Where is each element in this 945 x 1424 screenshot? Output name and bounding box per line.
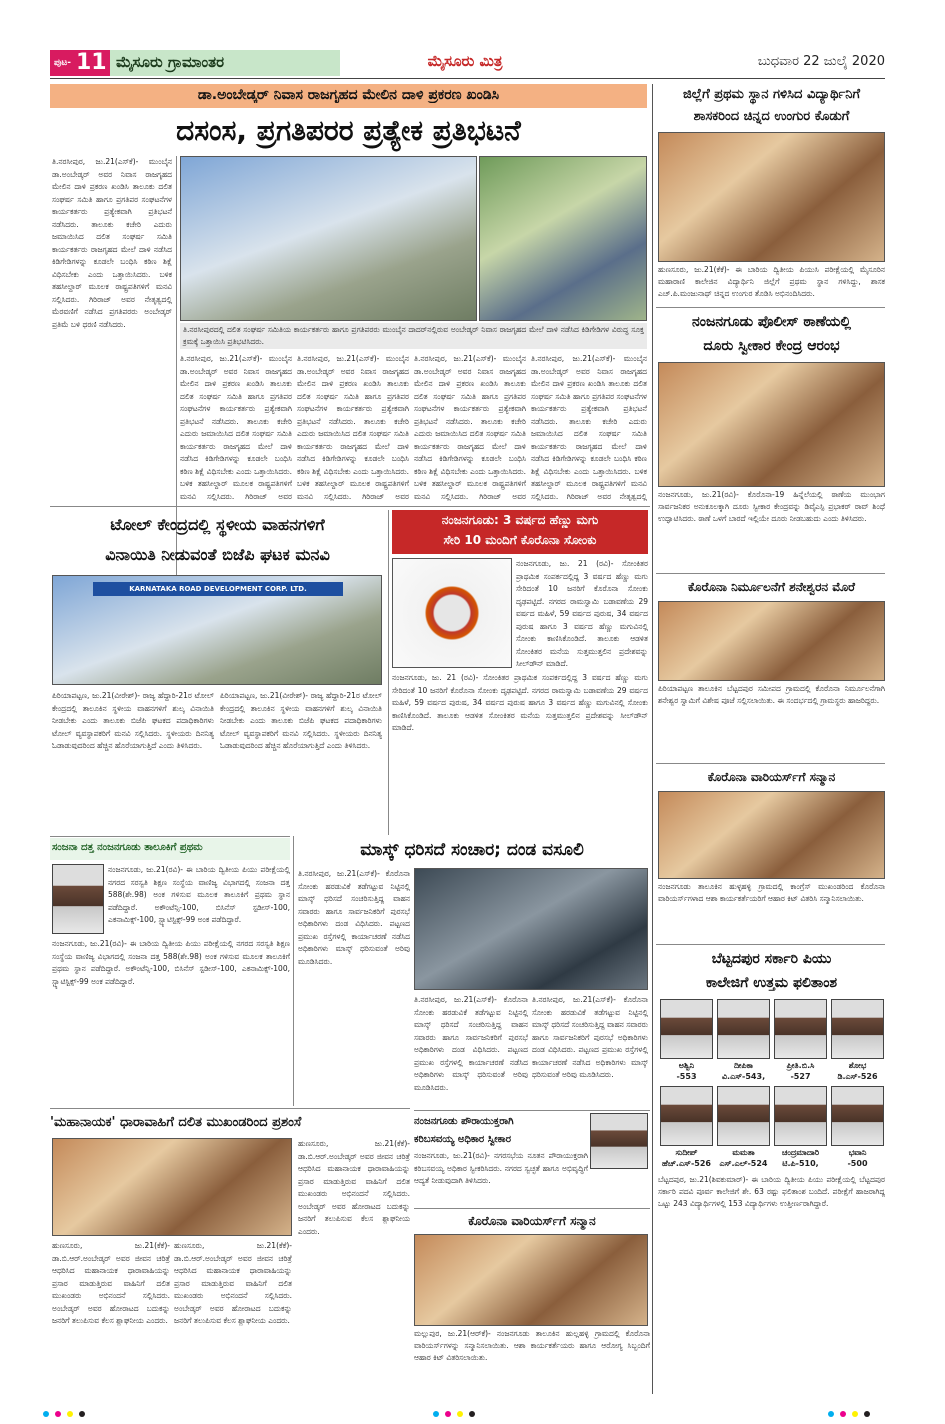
lead-body-cont-1: ತಿ.ನರಸೀಪುರ, ಜು.21(ಎಸ್‌ಕೆ)- ಮುಂಬೈನ ಡಾ.ಅಂಬೇಡ್ಕರ್ ಅವರ ನಿವಾಸ ರಾಜಗೃಹದ ಮೇಲಿನ ದಾಳಿ ಪ್ರಕರಣ ಖಂಡಿಸಿ ತಾಲೂಕು ದಲಿತ ಸಂಘರ್ಷ ಸಮಿತಿ ಹಾಗೂ ಪ್ರಗತಿಪರ ಸಂಘಟನೆಗಳ ಕಾರ್ಯಕರ್ತರು ಪ್ರತ್ಯೇಕವಾಗಿ ಪ್ರತಿಭಟನೆ ನಡೆಸಿದರು. ತಾಲೂಕು ಕಚೇರಿ ಎದುರು ಜಮಾಯಿಸಿದ ದಲಿತ ಸಂಘರ್ಷ ಸಮಿತಿ ಕಾರ್ಯಕರ್ತರು ರಾಜಗೃಹದ ಮೇಲೆ ದಾಳಿ ನಡೆಸಿದ ಕಿಡಿಗೇಡಿಗಳನ್ನು ಕೂಡಲೇ ಬಂಧಿಸಿ ಕಠಿಣ ಶಿಕ್ಷೆ ವಿಧಿಸಬೇಕು ಎಂದು ಒತ್ತಾಯಿಸಿದರು. ಬಳಿಕ ತಹಸೀಲ್ದಾರ್ ಮೂಲಕ ರಾಷ್ಟ್ರಪತಿಗಳಿಗೆ ಮನವಿ ಸಲ್ಲಿಸಿದರು. ಗಿರಿರಾಜ್ ಅವರ — [180, 354, 292, 501]
student-score-4: ಡಿ.ಎಸ್-526 — [837, 1072, 878, 1081]
warriors2-caption: ಮಲ್ಲುಪುರ, ಜು.21(ಆರ್‌ಕೆ)- ನಂಜನಗೂಡು ತಾಲೂಕಿನ ಹುಲ್ಲಹಳ್ಳಿ ಗ್ರಾಮದಲ್ಲಿ ಕೊರೊನಾ ವಾರಿಯರ್ಸ್‌ಗಳನ್ನು ಸನ್ಮಾನಿಸಲಾಯಿತು. ಆಶಾ ಕಾರ್ಯಕರ್ತೆಯರು ಹಾಗೂ ಆರೋಗ್ಯ ಸಿಬ್ಬಂದಿಗೆ ಆಹಾರ ಕಿಟ್ ವಿತರಿಸಲಾಯಿತು. — [414, 1329, 650, 1362]
student-score-3: -527 — [790, 1072, 811, 1081]
mahanayaka-rule — [50, 1108, 410, 1109]
registration-dots-center — [430, 1402, 510, 1412]
paura-headline-1: ನಂಜನಗೂಡು ಪೌರಾಯುಕ್ತರಾಗಿ — [414, 1116, 514, 1127]
toll-body: ಪಿರಿಯಾಪಟ್ಟಣ, ಜು.21(ವೀರೇಶ್)- ರಾಜ್ಯ ಹೆದ್ದಾರಿ-21ರ ಟೋಲ್ ಕೇಂದ್ರದಲ್ಲಿ ತಾಲೂಕಿನ ಸ್ಥಳೀಯ ವಾಹನಗಳಿಗೆ ಶುಲ್ಕ ವಿನಾಯಿತಿ ನೀಡಬೇಕು ಎಂದು ತಾಲೂಕು ಬಿಜೆಪಿ ಘಟಕದ ಪದಾಧಿಕಾರಿಗಳು ಟೋಲ್ ವ್ಯವಸ್ಥಾಪಕರಿಗೆ ಮನವಿ ಸಲ್ಲಿಸಿದರು. ಸ್ಥಳೀಯರು ದಿನನಿತ್ಯ ಓಡಾಡುವುದರಿಂದ ಹೆಚ್ಚಿನ ಹೊರೆಯಾಗುತ್ತಿದೆ ಎಂದು ತಿಳಿಸಿದರು. — [52, 691, 214, 750]
rc-rule-2 — [656, 573, 885, 574]
mask-body-cont-2: ತಿ.ನರಸೀಪುರ, ಜು.21(ಎಸ್‌ಕೆ)- ಕೊರೊನಾ ಸೋಂಕು ಹರಡುವಿಕೆ ತಡೆಗಟ್ಟುವ ನಿಟ್ಟಿನಲ್ಲಿ ಮಾಸ್ಕ್ ಧರಿಸದೆ ಸಂಚರಿಸುತ್ತಿದ್ದ ವಾಹನ ಸವಾರರು ಹಾಗೂ ಸಾರ್ವಜನಿಕರಿಗೆ ಪುರಸಭೆ ಅಧಿಕಾರಿಗಳು ದಂಡ ವಿಧಿಸಿದರು. ಪಟ್ಟಣದ ಪ್ರಮುಖ ರಸ್ತೆಗಳಲ್ಲಿ ಕಾರ್ಯಾಚರಣೆ ನಡೆಸಿದ ಅಧಿಕಾರಿಗಳು ಮಾಸ್ಕ್ ಧರಿಸುವಂತೆ ಅರಿವು ಮೂಡಿಸಿದರು. — [532, 995, 648, 1079]
toll-sign: KARNATAKA ROAD DEVELOPMENT CORP. LTD. — [93, 582, 343, 596]
toll-headline-1: ಟೋಲ್ ಕೇಂದ್ರದಲ್ಲಿ ಸ್ಥಳೀಯ ವಾಹನಗಳಿಗೆ — [110, 515, 325, 534]
lead-headline: ದಸಂಸ, ಪ್ರಗತಿಪರರ ಪ್ರತ್ಯೇಕ ಪ್ರತಿಭಟನೆ — [176, 114, 521, 147]
student-photo-3 — [774, 999, 827, 1059]
student-name-6: ಮಮತಾ — [732, 1148, 755, 1157]
page-header — [50, 50, 885, 76]
student-name-7: ಚಂದ್ರಮಾದಾರಿ — [781, 1148, 820, 1157]
corona-headline-1: ನಂಜನಗೂಡು: 3 ವರ್ಷದ ಹೆಣ್ಣು ಮಗು — [441, 513, 599, 527]
student-score-6: ಎಸ್.ಎಲ್-524 — [719, 1159, 768, 1168]
lead-body-cont-4: ತಿ.ನರಸೀಪುರ, ಜು.21(ಎಸ್‌ಕೆ)- ಮುಂಬೈನ ಡಾ.ಅಂಬೇಡ್ಕರ್ ಅವರ ನಿವಾಸ ರಾಜಗೃಹದ ಮೇಲಿನ ದಾಳಿ ಪ್ರಕರಣ ಖಂಡಿಸಿ ತಾಲೂಕು ದಲಿತ ಸಂಘರ್ಷ ಸಮಿತಿ ಹಾಗೂ ಪ್ರಗತಿಪರ ಸಂಘಟನೆಗಳ ಕಾರ್ಯಕರ್ತರು ಪ್ರತ್ಯೇಕವಾಗಿ ಪ್ರತಿಭಟನೆ ನಡೆಸಿದರು. ತಾಲೂಕು ಕಚೇರಿ ಎದುರು ಜಮಾಯಿಸಿದ ದಲಿತ ಸಂಘರ್ಷ ಸಮಿತಿ ಕಾರ್ಯಕರ್ತರು ರಾಜಗೃಹದ ಮೇಲೆ ದಾಳಿ ನಡೆಸಿದ ಕಿಡಿಗೇಡಿಗಳನ್ನು ಕೂಡಲೇ ಬಂಧಿಸಿ ಕಠಿಣ ಶಿಕ್ಷೆ ವಿಧಿಸಬೇಕು ಎಂದು ಒತ್ತಾಯಿಸಿದರು. ಬಳಿಕ ತಹಸೀಲ್ದಾರ್ ಮೂಲಕ ರಾಷ್ಟ್ರಪತಿಗಳಿಗೆ ಮನವಿ ಸಲ್ಲಿಸಿದರು. ಗಿರಿರಾಜ್ ಅವರ ನೇತೃತ್ವದಲ್ಲಿ — [531, 354, 647, 501]
mask-headline: ಮಾಸ್ಕ್ ಧರಿಸದೆ ಸಂಚಾರ; ದಂಡ ವಸೂಲಿ — [360, 840, 584, 860]
student-photo-4 — [831, 999, 884, 1059]
rc1-body: ಹುಣಸೂರು, ಜು.21(ಕೆಕೆ)- ಈ ಬಾರಿಯ ದ್ವಿತೀಯ ಪಿಯುಸಿ ಪರೀಕ್ಷೆಯಲ್ಲಿ ಮೈಸೂರಿನ ಮಹಾರಾಣಿ ಕಾಲೇಜಿನ ವಿದ್ಯಾರ್ಥಿನಿ ಜಿಲ್ಲೆಗೆ ಪ್ರಥಮ ಸ್ಥಾನ ಗಳಿಸಿದ್ದು, ಶಾಸಕ ಎಚ್.ಪಿ.ಮಂಜುನಾಥ್ ಚಿನ್ನದ ಉಂಗುರ ತೊಡಿಸಿ ಅಭಿನಂದಿಸಿದರು. — [658, 265, 885, 298]
corona-body-cont: ನಂಜನಗೂಡು, ಜು. 21 (ರವಿ)- ಸೋಂಕಿತರ ಪ್ರಾಥಮಿಕ ಸಂಪರ್ಕದಲ್ಲಿದ್ದ 3 ವರ್ಷದ ಹೆಣ್ಣು ಮಗು ಸೇರಿದಂತೆ 10 ಜನರಿಗೆ ಕೊರೊನಾ ಸೋಂಕು ದೃಢಪಟ್ಟಿದೆ. ನಗರದ ರಾಮಸ್ವಾಮಿ ಬಡಾವಣೆಯ 29 ವರ್ಷದ ಮಹಿಳೆ, 59 ವರ್ಷದ ಪುರುಷ, 34 ವರ್ಷದ ಪುರುಷ ಹಾಗೂ 3 ವರ್ಷದ ಹೆಣ್ಣು ಮಗುವಿನಲ್ಲಿ ಸೋಂಕು ಕಾಣಿಸಿಕೊಂಡಿದೆ. ತಾಲೂಕು ಆಡಳಿತ ಸೋಂಕಿತರ ಮನೆಯ ಸುತ್ತಮುತ್ತಲಿನ ಪ್ರದೇಶವನ್ನು ಸೀಲ್‌ಡೌನ್ ಮಾಡಿದೆ. — [392, 673, 648, 732]
registration-dots-right — [825, 1402, 905, 1412]
student-photo-7 — [774, 1086, 827, 1146]
student-name-4: ಶೋಭ — [848, 1061, 867, 1070]
lead-body-cont-3: ತಿ.ನರಸೀಪುರ, ಜು.21(ಎಸ್‌ಕೆ)- ಮುಂಬೈನ ಡಾ.ಅಂಬೇಡ್ಕರ್ ಅವರ ನಿವಾಸ ರಾಜಗೃಹದ ಮೇಲಿನ ದಾಳಿ ಪ್ರಕರಣ ಖಂಡಿಸಿ ತಾಲೂಕು ದಲಿತ ಸಂಘರ್ಷ ಸಮಿತಿ ಹಾಗೂ ಪ್ರಗತಿಪರ ಸಂಘಟನೆಗಳ ಕಾರ್ಯಕರ್ತರು ಪ್ರತ್ಯೇಕವಾಗಿ ಪ್ರತಿಭಟನೆ ನಡೆಸಿದರು. ತಾಲೂಕು ಕಚೇರಿ ಎದುರು ಜಮಾಯಿಸಿದ ದಲಿತ ಸಂಘರ್ಷ ಸಮಿತಿ ಕಾರ್ಯಕರ್ತರು ರಾಜಗೃಹದ ಮೇಲೆ ದಾಳಿ ನಡೆಸಿದ ಕಿಡಿಗೇಡಿಗಳನ್ನು ಕೂಡಲೇ ಬಂಧಿಸಿ ಕಠಿಣ ಶಿಕ್ಷೆ ವಿಧಿಸಬೇಕು ಎಂದು ಒತ್ತಾಯಿಸಿದರು. ಬಳಿಕ ತಹಸೀಲ್ದಾರ್ ಮೂಲಕ ರಾಷ್ಟ್ರಪತಿಗಳಿಗೆ ಮನವಿ ಸಲ್ಲಿಸಿದರು. ಗಿರಿರಾಜ್ ಅವರ — [414, 354, 526, 501]
student-name-2: ದೀಪಿಕಾ — [733, 1061, 754, 1070]
rc-rule-1 — [656, 307, 885, 308]
corona-headline-2: ಸೇರಿ 10 ಮಂದಿಗೆ ಕೊರೊನಾ ಸೋಂಕು — [443, 533, 597, 547]
section-title: ಮೈಸೂರು ಗ್ರಾಮಾಂತರ — [110, 50, 340, 76]
warriors2-rule — [414, 1208, 650, 1209]
mahanayaka-body-cont-1: ಹುಣಸೂರು, ಜು.21(ಕೆಕೆ)- ಡಾ.ಬಿ.ಆರ್.ಅಂಬೇಡ್ಕರ್ ಅವರ ಜೀವನ ಚರಿತ್ರೆ ಆಧರಿಸಿದ ಮಹಾನಾಯಕ ಧಾರಾವಾಹಿಯನ್ನು ಪ್ರಸಾರ ಮಾಡುತ್ತಿರುವ ವಾಹಿನಿಗೆ ದಲಿತ ಮುಖಂಡರು ಅಭಿನಂದನೆ ಸಲ್ಲಿಸಿದರು. ಅಂಬೇಡ್ಕರ್ ಅವರ ಹೋರಾಟದ ಬದುಕನ್ನು ಜನರಿಗೆ ತಲುಪಿಸುವ ಕೆಲಸ ಶ್ಲಾಘನೀಯ ಎಂದರು. — [52, 1241, 170, 1325]
mask-photo-bikers — [414, 868, 648, 990]
student-score-8: -500 — [847, 1159, 868, 1168]
student-name-1: ಅಶ್ವಿನಿ — [678, 1061, 695, 1070]
student-name-3: ಪ್ರೀತಿ.ಬಿ.ಸಿ — [786, 1061, 815, 1070]
rc3-headline: ಕೊರೊನಾ ನಿರ್ಮೂಲನೆಗೆ ಶನೇಶ್ವರನ ಮೊರೆ — [688, 580, 855, 594]
lead-photo-protest — [180, 156, 477, 321]
mask-body: ತಿ.ನರಸೀಪುರ, ಜು.21(ಎಸ್‌ಕೆ)- ಕೊರೊನಾ ಸೋಂಕು ಹರಡುವಿಕೆ ತಡೆಗಟ್ಟುವ ನಿಟ್ಟಿನಲ್ಲಿ ಮಾಸ್ಕ್ ಧರಿಸದೆ ಸಂಚರಿಸುತ್ತಿದ್ದ ವಾಹನ ಸವಾರರು ಹಾಗೂ ಸಾರ್ವಜನಿಕರಿಗೆ ಪುರಸಭೆ ಅಧಿಕಾರಿಗಳು ದಂಡ ವಿಧಿಸಿದರು. ಪಟ್ಟಣದ ಪ್ರಮುಖ ರಸ್ತೆಗಳಲ್ಲಿ ಕಾರ್ಯಾಚರಣೆ ನಡೆಸಿದ ಅಧಿಕಾರಿಗಳು ಮಾಸ್ಕ್ ಧರಿಸುವಂತೆ ಅರಿವು ಮೂಡಿಸಿದರು. — [298, 869, 410, 966]
student-score-7: ಟಿ.ಪಿ-510, — [782, 1159, 819, 1168]
rc4-body: ನಂಜನಗೂಡು ತಾಲೂಕಿನ ಹುಳ್ಳಹಳ್ಳಿ ಗ್ರಾಮದಲ್ಲಿ ಕಾಂಗ್ರೆಸ್ ಮುಖಂಡರಿಂದ ಕೊರೊನಾ ವಾರಿಯರ್ಸ್‌ಗಳಾದ ಆಶಾ ಕಾರ್ಯಕರ್ತೆಯರಿಗೆ ಆಹಾರ ಕಿಟ್ ವಿತರಿಸಿ ಸನ್ಮಾನಿಸಲಾಯಿತು. — [658, 882, 885, 903]
issue-date: ಬುಧವಾರ 22 ಜುಲೈ 2020 — [757, 54, 885, 69]
sanjana-divider — [293, 836, 294, 1106]
mahanayaka-body-cont-2: ಹುಣಸೂರು, ಜು.21(ಕೆಕೆ)- ಡಾ.ಬಿ.ಆರ್.ಅಂಬೇಡ್ಕರ್ ಅವರ ಜೀವನ ಚರಿತ್ರೆ ಆಧರಿಸಿದ ಮಹಾನಾಯಕ ಧಾರಾವಾಹಿಯನ್ನು ಪ್ರಸಾರ ಮಾಡುತ್ತಿರುವ ವಾಹಿನಿಗೆ ದಲಿತ ಮುಖಂಡರು ಅಭಿನಂದನೆ ಸಲ್ಲಿಸಿದರು. ಅಂಬೇಡ್ಕರ್ ಅವರ ಹೋರಾಟದ ಬದುಕನ್ನು ಜನರಿಗೆ ತಲುಪಿಸುವ ಕೆಲಸ ಶ್ಲಾಘನೀಯ ಎಂದರು. — [174, 1241, 292, 1325]
rc5-headline-2: ಕಾಲೇಜಿಗೆ ಉತ್ತಮ ಫಲಿತಾಂಶ — [705, 975, 838, 991]
rc2-body: ನಂಜನಗೂಡು, ಜು.21(ರವಿ)- ಕೊರೊನಾ-19 ಹಿನ್ನೆಲೆಯಲ್ಲಿ ಠಾಣೆಯ ಮುಂಭಾಗ ಸಾರ್ವಜನಿಕರ ಅನುಕೂಲಕ್ಕಾಗಿ ದೂರು ಸ್ವೀಕಾರ ಕೇಂದ್ರವನ್ನು ಡಿವೈಎಸ್ಪಿ ಪ್ರಭಾಕರ್ ರಾವ್ ಶಿಂಧೆ ಉದ್ಘಾಟಿಸಿದರು. ಠಾಣೆ ಒಳಗೆ ಬಾರದೆ ಇಲ್ಲಿಯೇ ದೂರು ನೀಡಬಹುದು ಎಂದು ತಿಳಿಸಿದರು. — [658, 490, 885, 523]
student-name-8: ಭವಾನಿ — [848, 1148, 867, 1157]
toll-photo — [52, 575, 382, 685]
rc2-headline-2: ದೂರು ಸ್ವೀಕಾರ ಕೇಂದ್ರ ಆರಂಭ — [703, 338, 840, 354]
paura-body: ನಂಜನಗೂಡು, ಜು.21(ರವಿ)- ನಗರಸಭೆಯ ನೂತನ ಪೌರಾಯುಕ್ತರಾಗಿ ಕರಿಬಸವಯ್ಯ ಅಧಿಕಾರ ಸ್ವೀಕರಿಸಿದರು. ನಗರದ ಸ್ವಚ್ಛತೆ ಹಾಗೂ ಅಭಿವೃದ್ಧಿಗೆ ಆದ್ಯತೆ ನೀಡುವುದಾಗಿ ತಿಳಿಸಿದರು. — [414, 1151, 588, 1185]
paura-rule — [414, 1110, 650, 1111]
rc3-body: ಪಿರಿಯಾಪಟ್ಟಣ ತಾಲೂಕಿನ ಬೆಟ್ಟದಪುರ ಸಮೀಪದ ಗ್ರಾಮದಲ್ಲಿ ಕೊರೊನಾ ನಿರ್ಮೂಲನೆಗಾಗಿ ಶನೇಶ್ವರ ಸ್ವಾಮಿಗೆ ವಿಶೇಷ ಪೂಜೆ ಸಲ್ಲಿಸಲಾಯಿತು. ಈ ಸಂದರ್ಭದಲ್ಲಿ ಗ್ರಾಮಸ್ಥರು ಹಾಜರಿದ್ದರು. — [658, 684, 885, 705]
sanjana-rule — [50, 836, 290, 837]
sanjana-headline-bar — [50, 838, 290, 860]
lead-photo-ambedkar-statue — [479, 156, 647, 321]
student-photo-2 — [717, 999, 770, 1059]
toll-rule — [50, 506, 650, 507]
rc-rule-4 — [656, 944, 885, 945]
rc2-headline-1: ನಂಜನಗೂಡು ಪೊಲೀಸ್ ಠಾಣೆಯಲ್ಲಿ — [691, 314, 852, 330]
rc1-photo-ring — [658, 132, 885, 262]
lead-body-cont-2: ತಿ.ನರಸೀಪುರ, ಜು.21(ಎಸ್‌ಕೆ)- ಮುಂಬೈನ ಡಾ.ಅಂಬೇಡ್ಕರ್ ಅವರ ನಿವಾಸ ರಾಜಗೃಹದ ಮೇಲಿನ ದಾಳಿ ಪ್ರಕರಣ ಖಂಡಿಸಿ ತಾಲೂಕು ದಲಿತ ಸಂಘರ್ಷ ಸಮಿತಿ ಹಾಗೂ ಪ್ರಗತಿಪರ ಸಂಘಟನೆಗಳ ಕಾರ್ಯಕರ್ತರು ಪ್ರತ್ಯೇಕವಾಗಿ ಪ್ರತಿಭಟನೆ ನಡೆಸಿದರು. ತಾಲೂಕು ಕಚೇರಿ ಎದುರು ಜಮಾಯಿಸಿದ ದಲಿತ ಸಂಘರ್ಷ ಸಮಿತಿ ಕಾರ್ಯಕರ್ತರು ರಾಜಗೃಹದ ಮೇಲೆ ದಾಳಿ ನಡೆಸಿದ ಕಿಡಿಗೇಡಿಗಳನ್ನು ಕೂಡಲೇ ಬಂಧಿಸಿ ಕಠಿಣ ಶಿಕ್ಷೆ ವಿಧಿಸಬೇಕು ಎಂದು ಒತ್ತಾಯಿಸಿದರು. ಬಳಿಕ ತಹಸೀಲ್ದಾರ್ ಮೂಲಕ ರಾಷ್ಟ್ರಪತಿಗಳಿಗೆ ಮನವಿ ಸಲ್ಲಿಸಿದರು. ಗಿರಿರಾಜ್ ಅವರ — [297, 354, 409, 501]
toll-body-cont: ಪಿರಿಯಾಪಟ್ಟಣ, ಜು.21(ವೀರೇಶ್)- ರಾಜ್ಯ ಹೆದ್ದಾರಿ-21ರ ಟೋಲ್ ಕೇಂದ್ರದಲ್ಲಿ ತಾಲೂಕಿನ ಸ್ಥಳೀಯ ವಾಹನಗಳಿಗೆ ಶುಲ್ಕ ವಿನಾಯಿತಿ ನೀಡಬೇಕು ಎಂದು ತಾಲೂಕು ಬಿಜೆಪಿ ಘಟಕದ ಪದಾಧಿಕಾರಿಗಳು ಟೋಲ್ ವ್ಯವಸ್ಥಾಪಕರಿಗೆ ಮನವಿ ಸಲ್ಲಿಸಿದರು. ಸ್ಥಳೀಯರು ದಿನನಿತ್ಯ ಓಡಾಡುವುದರಿಂದ ಹೆಚ್ಚಿನ ಹೊರೆಯಾಗುತ್ತಿದೆ ಎಂದು ತಿಳಿಸಿದರು. — [220, 691, 382, 750]
student-photo-5 — [660, 1086, 713, 1146]
header-rule — [50, 78, 885, 79]
page-label: ಪುಟ- — [54, 58, 71, 68]
lead-kicker-bar — [50, 84, 647, 108]
rc4-headline: ಕೊರೊನಾ ವಾರಿಯರ್ಸ್‌ಗೆ ಸನ್ಮಾನ — [707, 770, 836, 784]
page-number: 11 — [76, 50, 107, 75]
student-photo-6 — [717, 1086, 770, 1146]
lead-photo-caption: ತಿ.ನರಸೀಪುರದಲ್ಲಿ ದಲಿತ ಸಂಘರ್ಷ ಸಮಿತಿಯ ಕಾರ್ಯಕರ್ತರು ಹಾಗೂ ಪ್ರಗತಿಪರರು ಮುಂಬೈನ ದಾದರ್‌ನಲ್ಲಿರುವ ಅಂಬೇಡ್ಕರ್ ನಿವಾಸ ರಾಜಗೃಹದ ಮೇಲೆ ದಾಳಿ ನಡೆಸಿದ ಕಿಡಿಗೇಡಿಗಳ ವಿರುದ್ಧ ಸೂಕ್ತ ಕ್ರಮಕ್ಕೆ ಒತ್ತಾಯಿಸಿ ಪ್ರತಿಭಟಿಸಿದರು. — [180, 323, 647, 349]
mahanayaka-photo — [52, 1138, 292, 1236]
lead-body: ತಿ.ನರಸೀಪುರ, ಜು.21(ಎಸ್‌ಕೆ)- ಮುಂಬೈನ ಡಾ.ಅಂಬೇಡ್ಕರ್ ಅವರ ನಿವಾಸ ರಾಜಗೃಹದ ಮೇಲಿನ ದಾಳಿ ಪ್ರಕರಣ ಖಂಡಿಸಿ ತಾಲೂಕು ದಲಿತ ಸಂಘರ್ಷ ಸಮಿತಿ ಹಾಗೂ ಪ್ರಗತಿಪರ ಸಂಘಟನೆಗಳ ಕಾರ್ಯಕರ್ತರು ಪ್ರತ್ಯೇಕವಾಗಿ ಪ್ರತಿಭಟನೆ ನಡೆಸಿದರು. ತಾಲೂಕು ಕಚೇರಿ ಎದುರು ಜಮಾಯಿಸಿದ ದಲಿತ ಸಂಘರ್ಷ ಸಮಿತಿ ಕಾರ್ಯಕರ್ತರು ರಾಜಗೃಹದ ಮೇಲೆ ದಾಳಿ ನಡೆಸಿದ ಕಿಡಿಗೇಡಿಗಳನ್ನು ಕೂಡಲೇ ಬಂಧಿಸಿ ಕಠಿಣ ಶಿಕ್ಷೆ ವಿಧಿಸಬೇಕು ಎಂದು ಒತ್ತಾಯಿಸಿದರು. ಬಳಿಕ ತಹಸೀಲ್ದಾರ್ ಮೂಲಕ ರಾಷ್ಟ್ರಪತಿಗಳಿಗೆ ಮನವಿ ಸಲ್ಲಿಸಿದರು. ಗಿರಿರಾಜ್ ಅವರ ನೇತೃತ್ವದಲ್ಲಿ ಮೆರವಣಿಗೆ ನಡೆಸಿದ ಪ್ರಗತಿಪರರು ಅಂಬೇಡ್ಕರ್ ಪ್ರತಿಮೆ ಬಳಿ ಧರಣಿ ನಡೆಸಿದರು. — [52, 157, 172, 329]
masthead: ಮೈಸೂರು ಮಿತ್ರ — [427, 52, 503, 70]
mahanayaka-body: ಹುಣಸೂರು, ಜು.21(ಕೆಕೆ)- ಡಾ.ಬಿ.ಆರ್.ಅಂಬೇಡ್ಕರ್ ಅವರ ಜೀವನ ಚರಿತ್ರೆ ಆಧರಿಸಿದ ಮಹಾನಾಯಕ ಧಾರಾವಾಹಿಯನ್ನು ಪ್ರಸಾರ ಮಾಡುತ್ತಿರುವ ವಾಹಿನಿಗೆ ದಲಿತ ಮುಖಂಡರು ಅಭಿನಂದನೆ ಸಲ್ಲಿಸಿದರು. ಅಂಬೇಡ್ಕರ್ ಅವರ ಹೋರಾಟದ ಬದುಕನ್ನು ಜನರಿಗೆ ತಲುಪಿಸುವ ಕೆಲಸ ಶ್ಲಾಘನೀಯ ಎಂದರು. — [298, 1139, 410, 1236]
warriors2-photo — [414, 1234, 648, 1326]
paura-headline-2: ಕರಿಬಸವಯ್ಯ ಅಧಿಕಾರ ಸ್ವೀಕಾರ — [414, 1134, 512, 1145]
page-number-badge — [50, 50, 110, 76]
rc1-headline-2: ಶಾಸಕರಿಂದ ಚಿನ್ನದ ಉಂಗುರ ಕೊಡುಗೆ — [693, 109, 850, 124]
corona-headline-bar — [392, 510, 648, 554]
student-score-1: -553 — [676, 1072, 697, 1081]
mask-body-cont-1: ತಿ.ನರಸೀಪುರ, ಜು.21(ಎಸ್‌ಕೆ)- ಕೊರೊನಾ ಸೋಂಕು ಹರಡುವಿಕೆ ತಡೆಗಟ್ಟುವ ನಿಟ್ಟಿನಲ್ಲಿ ಮಾಸ್ಕ್ ಧರಿಸದೆ ಸಂಚರಿಸುತ್ತಿದ್ದ ವಾಹನ ಸವಾರರು ಹಾಗೂ ಸಾರ್ವಜನಿಕರಿಗೆ ಪುರಸಭೆ ಅಧಿಕಾರಿಗಳು ದಂಡ ವಿಧಿಸಿದರು. ಪಟ್ಟಣದ ಪ್ರಮುಖ ರಸ್ತೆಗಳಲ್ಲಿ ಕಾರ್ಯಾಚರಣೆ ನಡೆಸಿದ ಅಧಿಕಾರಿಗಳು ಮಾಸ್ಕ್ ಧರಿಸುವಂತೆ ಅರಿವು ಮೂಡಿಸಿದರು. — [414, 995, 528, 1092]
toll-headline-2: ವಿನಾಯಿತಿ ನೀಡುವಂತೆ ಬಿಜೆಪಿ ಘಟಕ ಮನವಿ — [105, 545, 330, 564]
student-score-2: ವಿ.ಎಸ್-543, — [721, 1072, 766, 1081]
student-name-5: ಸುದೀಪ್ — [675, 1148, 698, 1157]
corona-virus-illustration — [392, 558, 512, 668]
paura-photo — [590, 1113, 648, 1169]
toll-divider — [388, 510, 389, 835]
sanjana-body-cont: ನಂಜನಗೂಡು, ಜು.21(ರವಿ)- ಈ ಬಾರಿಯ ದ್ವಿತೀಯ ಪಿಯು ಪರೀಕ್ಷೆಯಲ್ಲಿ ನಗರದ ಸರಸ್ವತಿ ಶಿಕ್ಷಣ ಸಂಸ್ಥೆಯ ವಾಣಿಜ್ಯ ವಿಭಾಗದಲ್ಲಿ ಸಂಜನಾ ದತ್ತ 588(ಶೇ.98) ಅಂಕ ಗಳಿಸುವ ಮೂಲಕ ತಾಲೂಕಿಗೆ ಪ್ರಥಮ ಸ್ಥಾನ ಪಡೆದಿದ್ದಾರೆ. ಅಕೌಂಟೆನ್ಸಿ-100, ಬಿಸಿನೆಸ್ ಸ್ಟಡೀಸ್-100, ಎಕನಾಮಿಕ್ಸ್-100, ಸ್ಟ್ಯಾಟಿಸ್ಟಿಕ್ಸ್-99 ಅಂಕ ಪಡೆದಿದ್ದಾರೆ. — [52, 939, 290, 986]
rc3-photo-temple — [658, 601, 885, 681]
student-score-5: ಹೆಚ್.ಎಸ್-526 — [662, 1159, 711, 1168]
sanjana-photo — [52, 864, 104, 934]
corona-body: ನಂಜನಗೂಡು, ಜು. 21 (ರವಿ)- ಸೋಂಕಿತರ ಪ್ರಾಥಮಿಕ ಸಂಪರ್ಕದಲ್ಲಿದ್ದ 3 ವರ್ಷದ ಹೆಣ್ಣು ಮಗು ಸೇರಿದಂತೆ 10 ಜನರಿಗೆ ಕೊರೊನಾ ಸೋಂಕು ದೃಢಪಟ್ಟಿದೆ. ನಗರದ ರಾಮಸ್ವಾಮಿ ಬಡಾವಣೆಯ 29 ವರ್ಷದ ಮಹಿಳೆ, 59 ವರ್ಷದ ಪುರುಷ, 34 ವರ್ಷದ ಪುರುಷ ಹಾಗೂ 3 ವರ್ಷದ ಹೆಣ್ಣು ಮಗುವಿನಲ್ಲಿ ಸೋಂಕು ಕಾಣಿಸಿಕೊಂಡಿದೆ. ತಾಲೂಕು ಆಡಳಿತ ಸೋಂಕಿತರ ಮನೆಯ ಸುತ್ತಮುತ್ತಲಿನ ಪ್ರದೇಶವನ್ನು ಸೀಲ್‌ಡೌನ್ ಮಾಡಿದೆ. — [516, 559, 648, 668]
student-photo-8 — [831, 1086, 884, 1146]
rc2-photo-police — [658, 362, 885, 487]
student-photo-1 — [660, 999, 713, 1059]
sanjana-headline: ಸಂಜನಾ ದತ್ತ ನಂಜನಗೂಡು ತಾಲೂಕಿಗೆ ಪ್ರಥಮ — [52, 842, 203, 853]
mahanayaka-headline: 'ಮಹಾನಾಯಕ' ಧಾರಾವಾಹಿಗೆ ದಲಿತ ಮುಖಂಡರಿಂದ ಪ್ರಶಂಸೆ — [50, 1115, 302, 1130]
sanjana-body: ನಂಜನಗೂಡು, ಜು.21(ರವಿ)- ಈ ಬಾರಿಯ ದ್ವಿತೀಯ ಪಿಯು ಪರೀಕ್ಷೆಯಲ್ಲಿ ನಗರದ ಸರಸ್ವತಿ ಶಿಕ್ಷಣ ಸಂಸ್ಥೆಯ ವಾಣಿಜ್ಯ ವಿಭಾಗದಲ್ಲಿ ಸಂಜನಾ ದತ್ತ 588(ಶೇ.98) ಅಂಕ ಗಳಿಸುವ ಮೂಲಕ ತಾಲೂಕಿಗೆ ಪ್ರಥಮ ಸ್ಥಾನ ಪಡೆದಿದ್ದಾರೆ. ಅಕೌಂಟೆನ್ಸಿ-100, ಬಿಸಿನೆಸ್ ಸ್ಟಡೀಸ್-100, ಎಕನಾಮಿಕ್ಸ್-100, ಸ್ಟ್ಯಾಟಿಸ್ಟಿಕ್ಸ್-99 ಅಂಕ ಪಡೆದಿದ್ದಾರೆ. — [108, 865, 290, 924]
rc4-photo-warriors — [658, 791, 885, 879]
warriors2-headline: ಕೊರೊನಾ ವಾರಿಯರ್ಸ್‌ಗೆ ಸನ್ಮಾನ — [468, 1214, 596, 1228]
rc5-headline-1: ಬೆಟ್ಟದಪುರ ಸರ್ಕಾರಿ ಪಿಯು — [711, 951, 832, 967]
lead-kicker: ಡಾ.ಅಂಬೇಡ್ಕರ್ ನಿವಾಸ ರಾಜಗೃಹದ ಮೇಲಿನ ದಾಳಿ ಪ್ರಕರಣ ಖಂಡಿಸಿ — [197, 87, 500, 103]
rc1-headline-1: ಜಿಲ್ಲೆಗೆ ಪ್ರಥಮ ಸ್ಥಾನ ಗಳಿಸಿದ ವಿದ್ಯಾರ್ಥಿನಿಗೆ — [682, 87, 861, 102]
rc-rule-3 — [656, 763, 885, 764]
right-col-divider — [652, 84, 653, 1394]
registration-dots-left — [40, 1402, 120, 1412]
rc5-body: ಬೆಟ್ಟದಪುರ, ಜು.21(ಶಿವಕುಮಾರ್)- ಈ ಬಾರಿಯ ದ್ವಿತೀಯ ಪಿಯು ಪರೀಕ್ಷೆಯಲ್ಲಿ ಬೆಟ್ಟದಪುರ ಸರ್ಕಾರಿ ಪದವಿ ಪೂರ್ವ ಕಾಲೇಜಿಗೆ ಶೇ. 63 ರಷ್ಟು ಫಲಿತಾಂಶ ಬಂದಿದೆ. ಪರೀಕ್ಷೆಗೆ ಹಾಜರಾಗಿದ್ದ ಒಟ್ಟು 243 ವಿದ್ಯಾರ್ಥಿಗಳಲ್ಲಿ 153 ವಿದ್ಯಾರ್ಥಿಗಳು ಉತ್ತೀರ್ಣರಾಗಿದ್ದಾರೆ. — [658, 1175, 885, 1208]
